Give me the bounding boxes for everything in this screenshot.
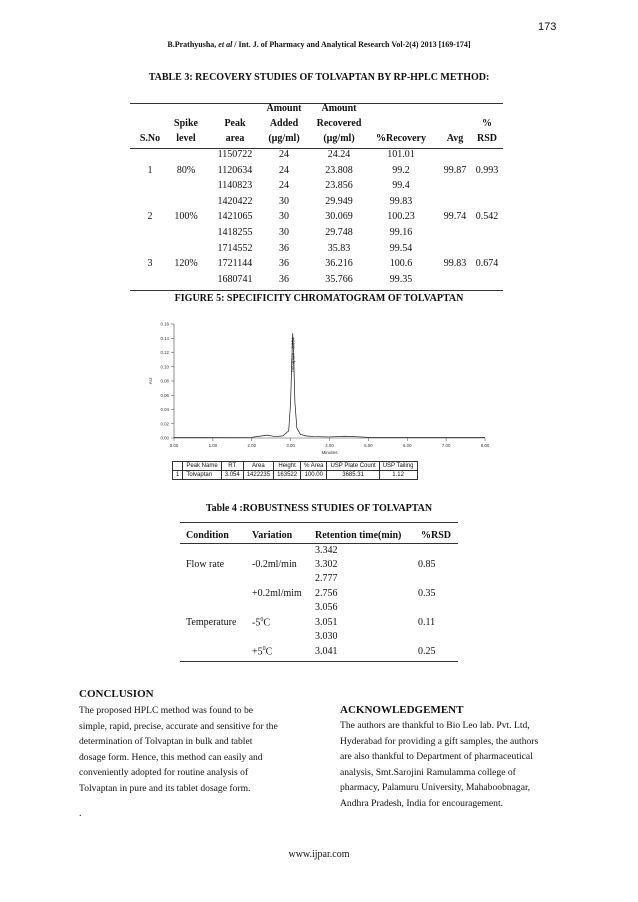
table3-header-recovered: (µg/ml) <box>323 133 355 144</box>
table4-header-rule <box>180 543 458 544</box>
y-tick-label: 0.00 <box>160 435 169 441</box>
table3-peak-area: 1680741 <box>217 273 253 285</box>
peak-table-cell: 1422235 <box>243 471 273 480</box>
peak-label: Tolvaptan - 3.054 <box>290 337 296 373</box>
table3-amount-added: 30 <box>279 195 289 207</box>
peak-table-header-cell <box>173 462 183 471</box>
table3-recovery: 99.35 <box>389 273 413 285</box>
y-tick-label: 0.16 <box>160 321 169 327</box>
peak-table-header-cell: Area <box>243 462 273 471</box>
table3-peak-area: 1120634 <box>217 164 253 176</box>
peak-table-cell: Tolvaptan <box>183 471 221 480</box>
peak-table-cell: 1 <box>173 471 183 480</box>
peak-table-header-cell: RT <box>221 462 243 471</box>
peak-table-cell: 3.054 <box>221 471 243 480</box>
table3-header-added: Amount <box>266 103 302 114</box>
table3-bottom-rule <box>130 290 503 291</box>
table4-rt: 3.041 <box>315 646 338 657</box>
table3-amount-recovered: 36.216 <box>325 258 353 270</box>
table4-header-rt: Retention time(min) <box>315 530 402 541</box>
peak-table-header-cell: Peak Name <box>183 462 221 471</box>
table3-amount-recovered: 24.24 <box>327 149 351 160</box>
table4-bottom-rule <box>180 661 458 662</box>
acknowledgement-line: Andhra Pradesh, India for encouragement. <box>340 797 504 809</box>
chromatogram-trace <box>174 333 485 437</box>
conclusion-line: conveniently adopted for routine analysis of <box>79 767 249 779</box>
table3-header-recovered: Recovered <box>316 118 362 129</box>
table4-variation <box>252 617 270 628</box>
table3-recovery: 99.4 <box>392 180 410 192</box>
acknowledgement-line: Hyderabad for providing a gift samples, the authors <box>340 735 539 747</box>
table3-amount-added: 24 <box>279 164 289 176</box>
table4-rt: 3.030 <box>315 631 338 642</box>
acknowledgement-line: analysis, Smt.Sarojini Ramulamma college of <box>340 766 516 778</box>
variation-unit: C <box>263 617 271 629</box>
table4-rt: 3.342 <box>315 545 338 556</box>
table4-condition: Temperature <box>186 617 237 628</box>
peak-table-header-cell: USP Tailing <box>379 462 417 471</box>
acknowledgement-text <box>340 718 561 812</box>
x-tick-label: 4.00 <box>325 443 334 448</box>
variation-sup: 0 <box>260 617 264 623</box>
x-tick-label: 3.00 <box>286 443 295 448</box>
y-tick-label: 0.12 <box>160 350 169 356</box>
peak-table-header-cell: % Area <box>301 462 327 471</box>
table3-amount-recovered: 35.766 <box>325 273 353 285</box>
footer-url: www.ijpar.com <box>288 849 350 860</box>
x-tick-label: 6.00 <box>402 443 412 448</box>
table3-amount-added: 36 <box>279 258 289 270</box>
table3-rsd: 0.993 <box>475 164 499 176</box>
table3-amount-recovered: 29.949 <box>325 195 353 207</box>
table3-recovery: 101.01 <box>387 149 415 160</box>
peak-table-cell: 1.12 <box>379 471 417 480</box>
table4-rsd: 0.11 <box>418 617 436 628</box>
table3-header-recovered: Amount <box>321 103 357 114</box>
stray-mark: . <box>79 808 82 819</box>
conclusion-line: determination of Tolvaptan in bulk and tablet <box>79 736 253 748</box>
table4-variation: -0.2ml/min <box>252 559 297 570</box>
table4-rsd: 0.85 <box>418 559 436 570</box>
peak-table-cell: 3685.31 <box>327 471 379 480</box>
table3-amount-recovered: 30.069 <box>325 211 353 223</box>
conclusion-line: Tolvaptan in pure and its tablet dosage form. <box>79 782 251 794</box>
table3-recovery: 99.16 <box>389 227 413 238</box>
table3-spike-level: 120% <box>174 258 198 270</box>
table3-peak-area: 1150722 <box>217 149 253 160</box>
table3-rsd: 0.674 <box>475 258 499 270</box>
peak-table-header-cell: Height <box>274 462 301 471</box>
peak-table-cell: 163522 <box>274 471 301 480</box>
table3-amount-recovered: 23.856 <box>325 180 353 192</box>
table3-peak-area: 1421065 <box>217 211 253 223</box>
table3-header-added: Added <box>269 118 299 129</box>
running-header <box>0 40 638 49</box>
peak-table-cell: 100.00 <box>301 471 327 480</box>
variation-base: -5 <box>252 617 261 629</box>
table4-header-rsd: %RSD <box>421 530 452 541</box>
table3-recovery: 100.6 <box>389 258 413 270</box>
y-tick-label: 0.14 <box>160 335 169 341</box>
table3-spike-level: 80% <box>176 164 196 176</box>
x-tick-label: 0.00 <box>169 443 179 448</box>
table3-amount-recovered: 23.808 <box>325 164 353 176</box>
x-axis-label: Minutes <box>321 450 338 455</box>
table3-rsd: 0.542 <box>475 211 499 223</box>
x-tick-label: 1.00 <box>208 443 218 448</box>
table3-header-rsd: % <box>482 118 492 129</box>
table4-title: Table 4 :ROBUSTNESS STUDIES OF TOLVAPTAN <box>205 503 433 514</box>
table4-rt: 2.777 <box>315 573 338 584</box>
acknowledgement-line: pharmacy, Palamuru University, Mahaboobnagar, <box>340 782 531 794</box>
peak-table-row <box>173 471 418 480</box>
table3-amount-recovered: 35.83 <box>327 242 351 254</box>
variation-base: +5 <box>252 646 263 658</box>
table3-amount-added: 24 <box>279 149 289 160</box>
page-number: 173 <box>538 21 557 33</box>
table3-peak-area: 1714552 <box>217 242 253 254</box>
table4-header-condition: Condition <box>186 530 229 541</box>
x-tick-label: 7.00 <box>441 443 451 448</box>
table3-recovery: 100.23 <box>387 211 415 223</box>
table3-amount-added: 30 <box>279 211 289 223</box>
y-tick-label: 0.08 <box>160 378 169 384</box>
table3-peak-area: 1418255 <box>217 227 253 238</box>
x-tick-label: 8.00 <box>480 443 490 448</box>
table3-header-recovery: %Recovery <box>376 133 426 144</box>
table3-amount-recovered: 29.748 <box>325 227 353 238</box>
table4-variation <box>252 646 272 657</box>
table4-rsd: 0.25 <box>418 646 436 657</box>
table3-avg: 99.74 <box>443 211 467 223</box>
table3-header-peak: Peak <box>224 118 246 129</box>
conclusion-text <box>79 703 301 797</box>
table3-peak-area: 1420422 <box>217 195 253 207</box>
conclusion-heading: CONCLUSION <box>79 688 154 700</box>
table3-sno: 2 <box>147 211 153 223</box>
table4-variation: +0.2ml/mim <box>252 588 302 599</box>
y-tick-label: 0.10 <box>160 364 169 370</box>
y-tick-label: 0.06 <box>160 392 169 398</box>
acknowledgement-line: The authors are thankful to Bio Leo lab. Pvt. Ltd, <box>340 720 530 731</box>
y-axis-label: AU <box>148 377 153 385</box>
variation-sup: 0 <box>262 646 266 652</box>
table4-rt: 3.302 <box>315 559 338 570</box>
table3-amount-added: 36 <box>279 242 289 254</box>
table3-sno: 3 <box>147 258 153 270</box>
table4-rt: 3.051 <box>315 617 338 628</box>
table3-amount-added: 36 <box>279 273 289 285</box>
table3-sno: 1 <box>147 164 153 176</box>
table4-top-rule <box>180 522 458 523</box>
table3-recovery: 99.83 <box>389 195 413 207</box>
table3-amount-added: 24 <box>279 180 289 192</box>
table4-rt: 2.756 <box>315 588 338 599</box>
acknowledgement-line: are also thankful to Department of pharmaceutical <box>340 751 533 763</box>
table3-header-sno: S.No <box>139 133 161 144</box>
table3-spike-level: 100% <box>174 211 198 223</box>
table4-rsd: 0.35 <box>418 588 436 599</box>
table3-avg: 99.87 <box>443 164 467 176</box>
table4-condition: Flow rate <box>186 559 225 570</box>
conclusion-line: The proposed HPLC method was found to be <box>79 705 253 716</box>
header-journal: / Int. J. of Pharmacy and Analytical Research Vol-2(4) 2013 [169-174] <box>232 40 471 49</box>
table3-header-avg: Avg <box>446 133 464 144</box>
peak-table-header <box>173 462 418 471</box>
x-tick-label: 5.00 <box>364 443 373 448</box>
table3-amount-added: 30 <box>279 227 289 238</box>
table3-header-spike: Spike <box>174 118 198 129</box>
y-tick-label: 0.02 <box>160 421 169 427</box>
table3-recovery: 99.54 <box>389 242 413 254</box>
variation-unit: C <box>265 646 273 658</box>
conclusion-line: simple, rapid, precise, accurate and sensitive for the <box>79 720 278 732</box>
table4-rt: 3.056 <box>315 602 338 613</box>
figure5-title: FIGURE 5: SPECIFICITY CHROMATOGRAM OF TOLVAPTAN <box>174 293 464 304</box>
table3-header-spike: level <box>176 133 196 144</box>
table3-recovery: 99.2 <box>392 164 410 176</box>
y-tick-label: 0.04 <box>160 407 169 413</box>
table4-header-variation: Variation <box>252 530 293 541</box>
table3-header-peak: area <box>225 133 245 144</box>
table3-title: TABLE 3: RECOVERY STUDIES OF TOLVAPTAN BY RP-HPLC METHOD: <box>148 72 490 83</box>
peak-table-header-cell: USP Plate Count <box>327 462 379 471</box>
table3-avg: 99.83 <box>443 258 467 270</box>
table3-peak-area: 1721144 <box>217 258 253 270</box>
table3-peak-area: 1140823 <box>217 180 253 192</box>
table3-header-rsd: RSD <box>476 133 497 144</box>
conclusion-line: dosage form. Hence, this method can easily and <box>79 751 263 763</box>
acknowledgement-heading: ACKNOWLEDGEMENT <box>340 704 464 716</box>
table3-header-added: (µg/ml) <box>268 133 300 144</box>
header-etal: et al <box>218 40 233 49</box>
header-authors: B.Prathyusha, <box>167 40 217 49</box>
x-tick-label: 2.00 <box>247 443 257 448</box>
peak-table <box>172 461 418 480</box>
